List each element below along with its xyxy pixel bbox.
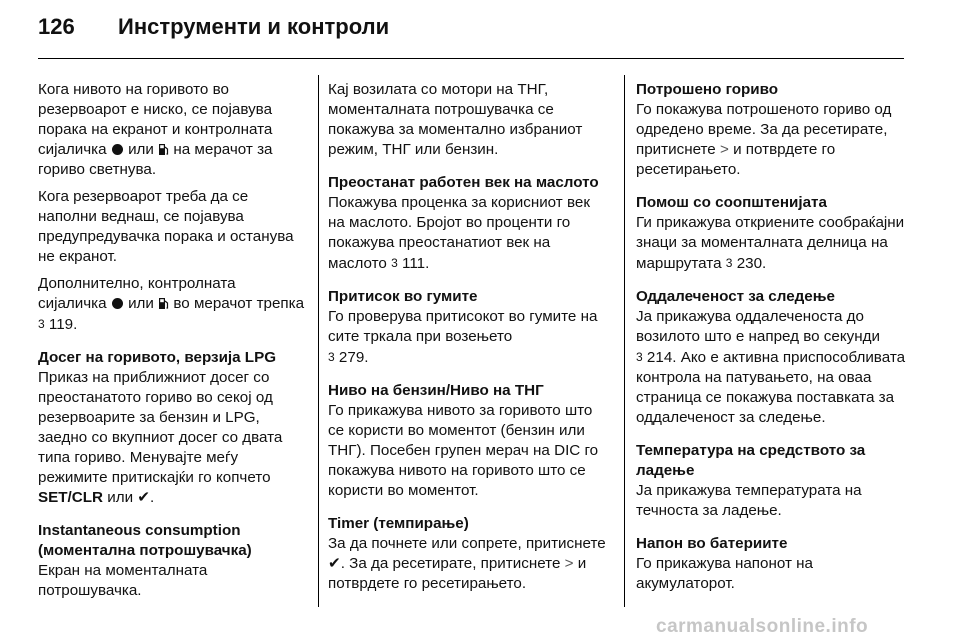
section-heading: Преостанат работен век на маслото	[328, 174, 599, 191]
battery-voltage-section	[636, 534, 906, 594]
paragraph: Го прикажува нивото за горивото што се користи во моментот (бензин или ТНГ). Посебен групен мерач на DIC го покажува нивото на горивото што се користи во моментот.	[328, 402, 599, 499]
following-distance-section	[636, 287, 906, 428]
page-reference-arrow-icon: 3	[328, 350, 335, 364]
check-icon: ✔	[328, 555, 341, 572]
fuel-range-lpg-section	[38, 348, 308, 508]
section-heading: Потрошено гориво	[636, 81, 779, 98]
chevron-right-icon: >	[719, 141, 729, 158]
column-divider-1	[318, 75, 319, 607]
page-header	[38, 14, 389, 54]
column-divider-2	[624, 75, 625, 607]
paragraph: Кога резервоарот треба да се наполни веднаш, се појавува предупредувачка порака и останува не екранот.	[38, 188, 294, 265]
watermark: carmanualsonline.info	[656, 616, 869, 637]
paragraph: Екран на моменталната потрошувачка.	[38, 562, 208, 599]
paragraph: Кај возилата со мотори на ТНГ, моменталната потрошувачка се покажува за моментално избраниот режим, ТНГ или бензин.	[328, 81, 583, 158]
paragraph: Покажува проценка за корисниот век на маслото. Бројот во проценти го покажува преостанатиот век на маслото 3 111.	[328, 194, 590, 272]
section-heading: Напон во батериите	[636, 535, 788, 552]
page-reference-link[interactable]: 214.	[646, 349, 677, 366]
column-1	[38, 80, 308, 614]
page-reference-arrow-icon: 3	[38, 317, 45, 331]
fuel-warning-dot-icon	[112, 298, 123, 309]
paragraph: Го прикажува напонот на акумулаторот.	[636, 555, 813, 592]
set-clr-button-label: SET/CLR	[38, 489, 103, 506]
page-number: 126	[38, 14, 75, 39]
section-heading: Ниво на бензин/Ниво на ТНГ	[328, 382, 544, 399]
oil-life-section	[328, 173, 608, 274]
page-reference-arrow-icon: 3	[391, 256, 398, 270]
page-reference-link[interactable]: 119.	[48, 316, 78, 333]
page-title: Инструменти и контроли	[118, 14, 390, 39]
paragraph: Го покажува потрошеното гориво од одредено време. За да ресетирате, притиснете > и потврдете го ресетирањето.	[636, 101, 892, 178]
paragraph: Ја прикажува оддалеченоста до возилото што е напред во секунди 3 214. Ако е активна приспособливата контрола на патувањето, на оваа страница се покажува поставката за оддалеченост за следење.	[636, 308, 906, 426]
column-3	[636, 80, 906, 607]
header-rule	[38, 58, 904, 59]
fuel-pump-icon	[158, 297, 169, 310]
section-heading: Притисок во гумите	[328, 288, 478, 305]
column-2	[328, 80, 608, 607]
lpg-consumption-section	[328, 80, 608, 160]
section-heading: Температура на средството за ладење	[636, 442, 866, 479]
paragraph: Дополнително, контролната сијаличка или во мерачот трепка 3 119.	[38, 275, 305, 333]
page-reference-link[interactable]: 111.	[402, 255, 430, 272]
chevron-right-icon: >	[564, 555, 574, 572]
section-heading: Оддалеченост за следење	[636, 288, 835, 305]
coolant-temp-section	[636, 441, 906, 521]
section-heading: Помош со соопштенијата	[636, 194, 827, 211]
section-heading: Instantaneous consumption (моментална потрошувачка)	[38, 522, 252, 559]
section-heading: Досег на горивото, верзија LPG	[38, 349, 277, 366]
paragraph: За да почнете или сопрете, притиснете ✔. За да ресетирате, притиснете > и потврдете го ресетирањето.	[328, 535, 606, 592]
tire-pressure-section	[328, 287, 608, 368]
page-reference-link[interactable]: 279.	[338, 349, 369, 366]
check-icon: ✔	[137, 489, 151, 506]
paragraph: Ја прикажува температурата на течноста за ладење.	[636, 482, 862, 519]
fuel-low-section	[38, 80, 308, 335]
traffic-sign-section	[636, 193, 906, 274]
timer-section	[328, 514, 608, 594]
paragraph: Кога нивото на горивото во резервоарот е ниско, се појавува порака на екранот и контролната сијаличка или на мерачот за гориво светнува.	[38, 81, 273, 178]
fuel-used-section	[636, 80, 906, 180]
paragraph: Приказ на приближниот досег со преостанатото гориво во секој од резервоарите за бензин и LPG, заедно со вкупниот досег со двата типа гориво. Менувајте меѓу режимите притискајќи го копчето SET/CLR или ✔.	[38, 369, 283, 506]
page-reference-arrow-icon: 3	[636, 350, 643, 364]
paragraph: Го проверува притисокот во гумите на сите тркала при возењето 3 279.	[328, 308, 598, 366]
page-reference-arrow-icon: 3	[725, 256, 733, 270]
instant-consumption-section	[38, 521, 308, 601]
fuel-level-section	[328, 381, 608, 501]
page-reference-link[interactable]: 230.	[736, 255, 767, 272]
fuel-pump-icon	[158, 143, 169, 156]
paragraph: Ги прикажува откриените сообраќајни знаци за моменталната делница на маршрутата 3 230.	[636, 214, 905, 272]
fuel-warning-dot-icon	[112, 144, 123, 155]
section-heading: Timer (темпирање)	[328, 515, 469, 532]
